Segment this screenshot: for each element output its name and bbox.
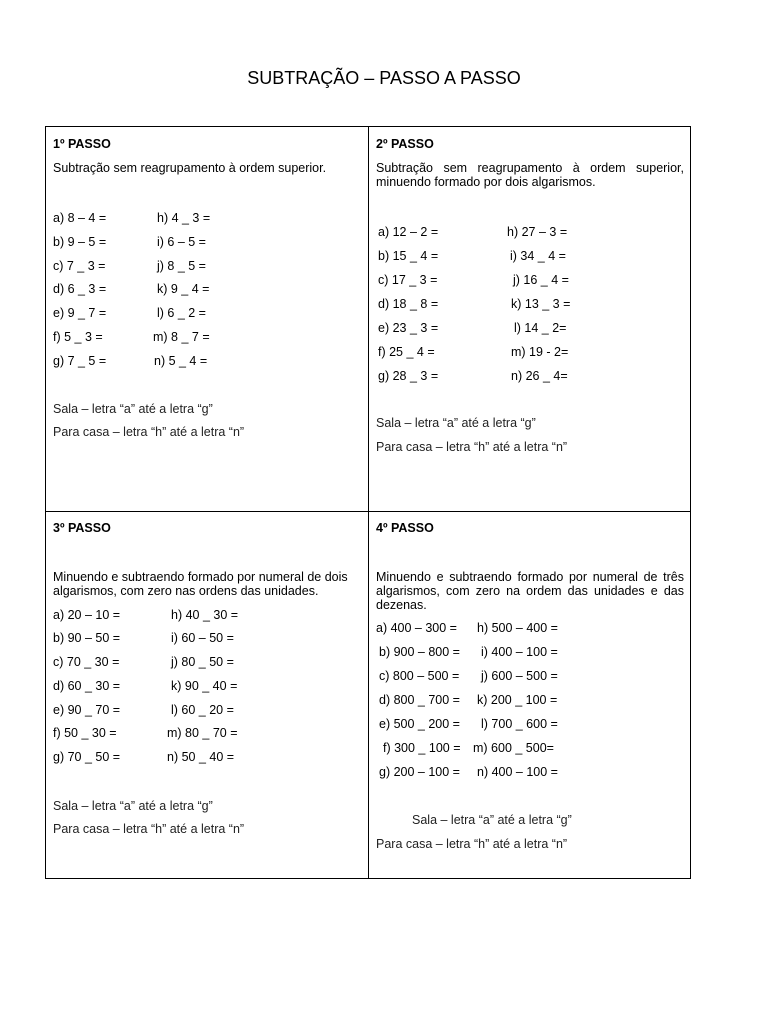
- exercise-item: k) 90 _ 40 =: [171, 679, 238, 693]
- exercise-item: j) 80 _ 50 =: [171, 655, 234, 669]
- exercise-item: i) 6 – 5 =: [157, 235, 206, 249]
- exercise-item: n) 26 _ 4=: [511, 369, 568, 383]
- homework-note: Para casa – letra “h” até a letra “n”: [376, 440, 568, 454]
- exercise-item: c) 70 _ 30 =: [53, 655, 120, 669]
- exercise-item: j) 8 _ 5 =: [157, 259, 206, 273]
- homework-note: Para casa – letra “h” até a letra “n”: [376, 837, 568, 851]
- exercise-item: m) 600 _ 500=: [473, 741, 554, 755]
- exercise-item: l) 6 _ 2 =: [157, 306, 206, 320]
- exercise-item: g) 28 _ 3 =: [378, 369, 439, 383]
- exercise-item: b) 900 – 800 =: [379, 645, 460, 659]
- exercise-item: b) 9 – 5 =: [53, 235, 107, 249]
- step-1-cell: [53, 137, 353, 497]
- exercise-item: n) 400 – 100 =: [477, 765, 558, 779]
- step-3-cell: [53, 521, 363, 861]
- homework-note: Para casa – letra “h” até a letra “n”: [53, 425, 245, 439]
- step-description: Minuendo e subtraendo formado por numeral de dois algarismos, com zero nas ordens das unidades.: [53, 570, 348, 598]
- exercise-item: f) 300 _ 100 =: [383, 741, 461, 755]
- table-divider-vertical: [368, 127, 369, 878]
- exercise-item: g) 70 _ 50 =: [53, 750, 121, 764]
- exercise-item: m) 80 _ 70 =: [167, 726, 238, 740]
- exercise-item: n) 5 _ 4 =: [154, 354, 208, 368]
- exercise-item: a) 8 – 4 =: [53, 211, 107, 225]
- class-note: Sala – letra “a” até a letra “g”: [412, 813, 572, 827]
- exercise-item: g) 200 – 100 =: [379, 765, 460, 779]
- class-note: Sala – letra “a” até a letra “g”: [376, 416, 536, 430]
- step-description: Subtração sem reagrupamento à ordem superior.: [53, 161, 327, 175]
- exercise-item: e) 23 _ 3 =: [378, 321, 439, 335]
- exercise-item: a) 400 – 300 =: [376, 621, 457, 635]
- exercise-item: i) 400 – 100 =: [481, 645, 558, 659]
- exercise-item: e) 90 _ 70 =: [53, 703, 121, 717]
- steps-table: [45, 126, 691, 879]
- step-4-cell: [376, 521, 686, 861]
- exercise-item: i) 60 – 50 =: [171, 631, 234, 645]
- exercise-item: l) 60 _ 20 =: [171, 703, 234, 717]
- exercise-item: k) 9 _ 4 =: [157, 282, 210, 296]
- exercise-item: d) 800 _ 700 =: [379, 693, 460, 707]
- exercise-item: h) 27 – 3 =: [507, 225, 568, 239]
- step-2-cell: [376, 137, 684, 497]
- exercise-item: d) 60 _ 30 =: [53, 679, 121, 693]
- step-heading: 3º PASSO: [53, 521, 111, 535]
- exercise-item: g) 7 _ 5 =: [53, 354, 107, 368]
- step-description: Minuendo e subtraendo formado por numeral de três algarismos, com zero na ordem das unidades e das dezenas.: [376, 570, 684, 612]
- table-divider-horizontal: [46, 511, 690, 512]
- page-title: SUBTRAÇÃO – PASSO A PASSO: [247, 68, 521, 88]
- exercise-item: m) 19 - 2=: [511, 345, 569, 359]
- class-note: Sala – letra “a” até a letra “g”: [53, 799, 213, 813]
- exercise-item: m) 8 _ 7 =: [153, 330, 210, 344]
- exercise-item: h) 500 – 400 =: [477, 621, 558, 635]
- exercise-item: a) 20 – 10 =: [53, 608, 121, 622]
- exercise-item: b) 90 – 50 =: [53, 631, 121, 645]
- exercise-item: l) 14 _ 2=: [514, 321, 567, 335]
- exercise-item: d) 6 _ 3 =: [53, 282, 107, 296]
- exercise-item: k) 13 _ 3 =: [511, 297, 571, 311]
- exercise-item: i) 34 _ 4 =: [510, 249, 566, 263]
- exercise-item: j) 600 – 500 =: [481, 669, 558, 683]
- exercise-item: e) 500 _ 200 =: [379, 717, 460, 731]
- exercise-item: d) 18 _ 8 =: [378, 297, 439, 311]
- exercise-item: h) 40 _ 30 =: [171, 608, 239, 622]
- step-heading: 4º PASSO: [376, 521, 434, 535]
- step-heading: 1º PASSO: [53, 137, 111, 151]
- exercise-item: h) 4 _ 3 =: [157, 211, 211, 225]
- exercise-item: c) 7 _ 3 =: [53, 259, 106, 273]
- step-heading: 2º PASSO: [376, 137, 434, 151]
- class-note: Sala – letra “a” até a letra “g”: [53, 402, 213, 416]
- exercise-item: f) 5 _ 3 =: [53, 330, 103, 344]
- step-description: Subtração sem reagrupamento à ordem superior, minuendo formado por dois algarismos.: [376, 161, 684, 189]
- exercise-item: l) 700 _ 600 =: [481, 717, 558, 731]
- exercise-item: f) 50 _ 30 =: [53, 726, 117, 740]
- exercise-item: c) 800 – 500 =: [379, 669, 460, 683]
- homework-note: Para casa – letra “h” até a letra “n”: [53, 822, 245, 836]
- exercise-item: e) 9 _ 7 =: [53, 306, 107, 320]
- exercise-item: n) 50 _ 40 =: [167, 750, 235, 764]
- exercise-item: c) 17 _ 3 =: [378, 273, 438, 287]
- exercise-item: f) 25 _ 4 =: [378, 345, 435, 359]
- exercise-item: a) 12 – 2 =: [378, 225, 439, 239]
- exercise-item: b) 15 _ 4 =: [378, 249, 439, 263]
- exercise-item: j) 16 _ 4 =: [513, 273, 569, 287]
- exercise-item: k) 200 _ 100 =: [477, 693, 558, 707]
